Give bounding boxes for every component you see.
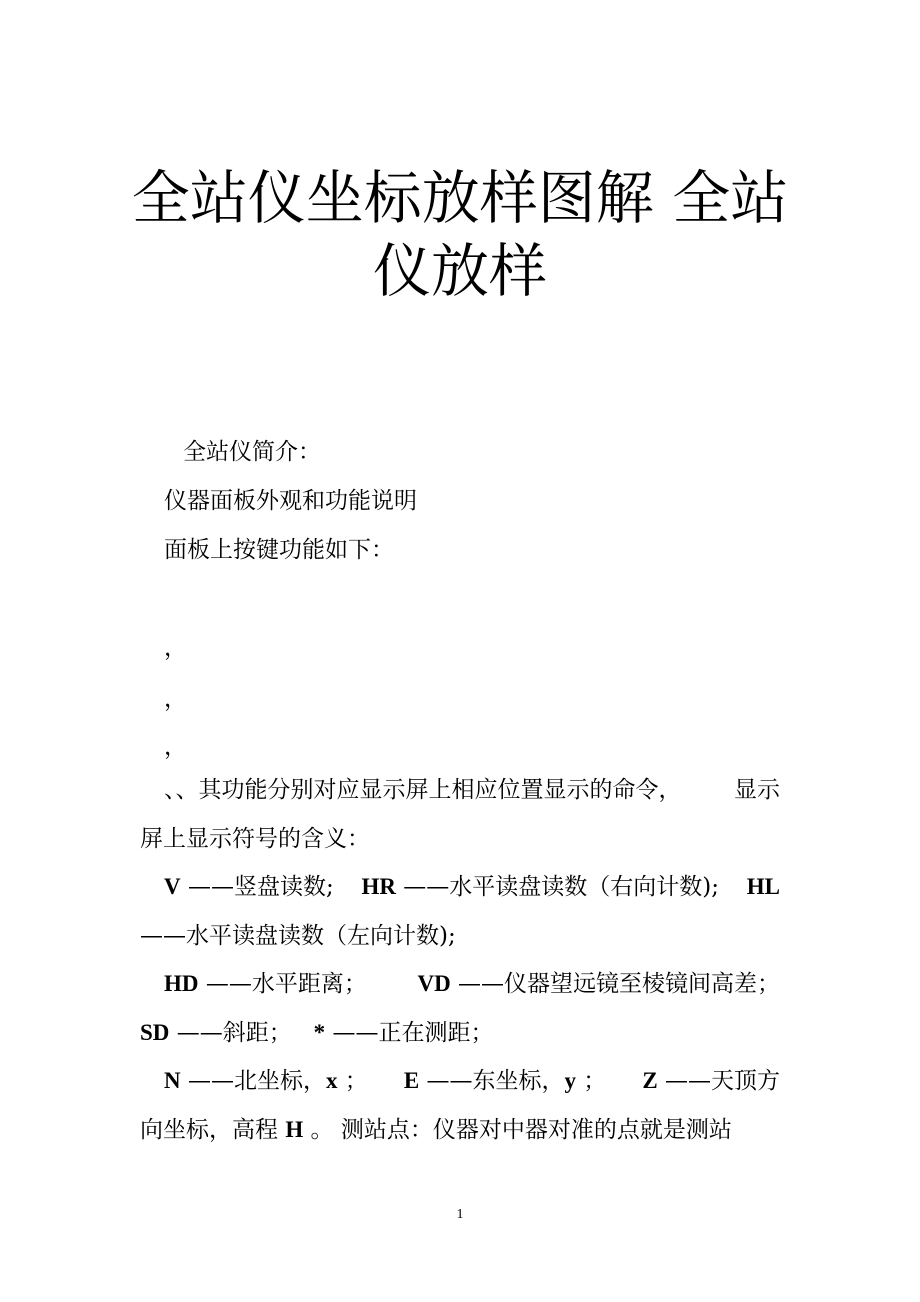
symbol-z: Z bbox=[642, 1068, 658, 1093]
symbol-hd-entry bbox=[164, 969, 367, 999]
symbol-v-desc: ——竖盘读数; bbox=[187, 874, 334, 900]
symbol-star-desc: ——正在测距； bbox=[332, 1020, 494, 1046]
symbol-n-desc: ——北坐标， bbox=[187, 1068, 326, 1094]
page-number: 1 bbox=[456, 1207, 464, 1222]
symbol-z-desc: ——天顶方 bbox=[665, 1068, 780, 1094]
symbol-line-n-e-z bbox=[164, 1066, 780, 1096]
symbol-hr: HR bbox=[361, 874, 396, 899]
symbol-vd-desc: ——仪器望远镜至棱镜间高差； bbox=[458, 971, 780, 997]
symbol-hl: HL bbox=[746, 874, 780, 899]
symbol-hr-desc: ——水平读盘读数（右向计数); bbox=[403, 874, 719, 900]
panel-description-line: 仪器面板外观和功能说明 bbox=[164, 488, 417, 514]
symbol-vd-entry bbox=[417, 969, 780, 999]
symbol-n-entry bbox=[164, 1066, 368, 1096]
symbol-sd-desc: ——斜距； bbox=[176, 1020, 292, 1046]
symbol-n: N bbox=[164, 1068, 181, 1093]
symbol-sd: SD bbox=[140, 1020, 170, 1045]
symbol-line-hd-vd bbox=[164, 969, 780, 999]
symbol-vd: VD bbox=[417, 971, 451, 996]
last-body-line bbox=[140, 1115, 732, 1145]
comma-line-2: ， bbox=[164, 686, 187, 712]
symbol-y: y bbox=[564, 1068, 576, 1093]
symbol-e-entry bbox=[404, 1066, 606, 1096]
symbol-hr-entry bbox=[361, 872, 719, 902]
last-line-start: 向坐标，高程 bbox=[140, 1117, 278, 1143]
intro-heading: 全站仪简介： bbox=[183, 439, 321, 465]
symbol-e-desc: ——东坐标， bbox=[426, 1068, 565, 1094]
comma-line-1: ， bbox=[164, 635, 187, 661]
symbol-z-entry bbox=[642, 1066, 780, 1096]
symbol-line-sd-star bbox=[140, 1018, 493, 1048]
symbol-h: H bbox=[285, 1117, 304, 1142]
document-title-line-2: 仪放样 bbox=[372, 237, 547, 305]
function-description-line bbox=[164, 775, 780, 805]
last-line-end: 。 测站点：仪器对中器对准的点就是测站 bbox=[310, 1117, 732, 1143]
comma-line-3: ， bbox=[164, 734, 187, 760]
semicolon-2: ； bbox=[583, 1068, 607, 1094]
keys-description-line: 面板上按键功能如下： bbox=[164, 537, 394, 563]
symbol-star: * bbox=[313, 1020, 326, 1045]
symbol-line-v-hr-hl bbox=[164, 872, 780, 902]
function-description-continued: 屏上显示符号的含义： bbox=[140, 826, 370, 852]
symbol-v: V bbox=[164, 874, 181, 899]
symbol-hd-desc: ——水平距离； bbox=[205, 971, 367, 997]
symbol-x: x bbox=[325, 1068, 338, 1093]
document-title-line-1: 全站仪坐标放样图解 全站 bbox=[131, 164, 789, 232]
symbol-e: E bbox=[403, 1068, 420, 1093]
symbol-v-entry bbox=[164, 872, 334, 902]
symbol-hl-desc: ——水平读盘读数（左向计数); bbox=[140, 923, 456, 949]
function-description-text: 、、其功能分别对应显示屏上相应位置显示的命令， bbox=[164, 777, 682, 803]
symbol-hd: HD bbox=[164, 971, 199, 996]
semicolon-1: ； bbox=[344, 1068, 368, 1094]
function-description-tail: 显示 bbox=[734, 777, 780, 803]
